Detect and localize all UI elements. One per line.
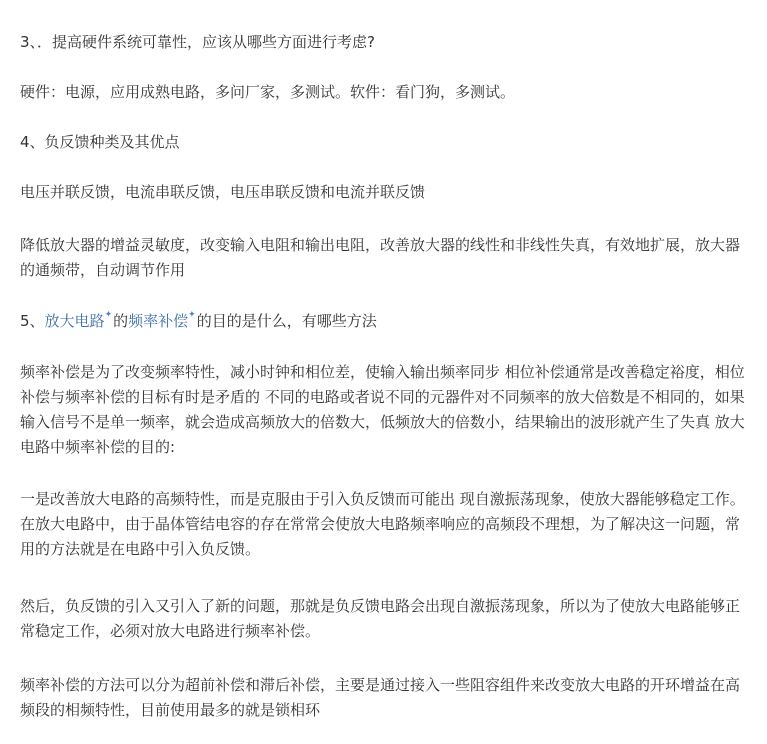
q5-title [20, 309, 753, 334]
q5-paragraph-3: 然后，负反馈的引入又引入了新的问题，那就是负反馈电路会出现自激振荡现象，所以为了使放大电路能够正常稳定工作，必须对放大电路进行频率补偿。 [20, 597, 741, 640]
q3-title: 3、．提高硬件系统可靠性，应该从哪些方面进行考虑? [20, 33, 376, 51]
q5-paragraph-1: 频率补偿是为了改变频率特性，减小时钟和相位差，使输入输出频率同步 相位补偿通常是改善稳定裕度，相位补偿与频率补偿的目标有时是矛盾的 不同的电路或者说不同的元器件对不同频率的放大倍数是不相同的，如果输入信号不是单一频率，就会造成高频放大的倍数大，低频放大的倍数小，结果输出的波形就产生了失真 放大电路中频率补偿的目的: [20, 363, 745, 456]
q5-paragraph-2: 一是改善放大电路的高频特性，而是克服由于引入负反馈而可能出 现自激振荡现象，使放大器能够稳定工作。在放大电路中，由于晶体管结电容的存在常常会使放大电路频率响应的高频段不理想，为了解决这一问题，常用的方法就是在电路中引入负反馈。 [20, 490, 745, 558]
sparkle-icon: ✦ [104, 310, 113, 320]
q5-title-mid: 的 [113, 312, 129, 330]
q4-types: 电压并联反馈，电流串联反馈，电压串联反馈和电流并联反馈 [20, 183, 426, 201]
q4-advantages: 降低放大器的增益灵敏度，改变输入电阻和输出电阻，改善放大器的线性和非线性失真，有效地扩展，放大器的通频带，自动调节作用 [20, 236, 741, 279]
q5-title-prefix: 5、 [20, 312, 45, 330]
q4-title: 4、负反馈种类及其优点 [20, 133, 180, 151]
q5-title-suffix: 的目的是什么，有哪些方法 [196, 312, 377, 330]
keyword-link-frequency-compensation-label: 频率补偿 [128, 312, 189, 330]
keyword-link-amplifier-circuit[interactable] [45, 312, 105, 330]
q5-paragraph-4: 频率补偿的方法可以分为超前补偿和滞后补偿，主要是通过接入一些阻容组件来改变放大电路的开环增益在高频段的相频特性，目前使用最多的就是锁相环 [20, 676, 741, 719]
keyword-link-frequency-compensation[interactable] [128, 312, 188, 330]
q3-answer: 硬件：电源，应用成熟电路，多问厂家，多测试。软件：看门狗，多测试。 [20, 83, 516, 101]
sparkle-icon: ✦ [188, 310, 196, 320]
keyword-link-amplifier-circuit-label: 放大电路 [44, 312, 105, 330]
